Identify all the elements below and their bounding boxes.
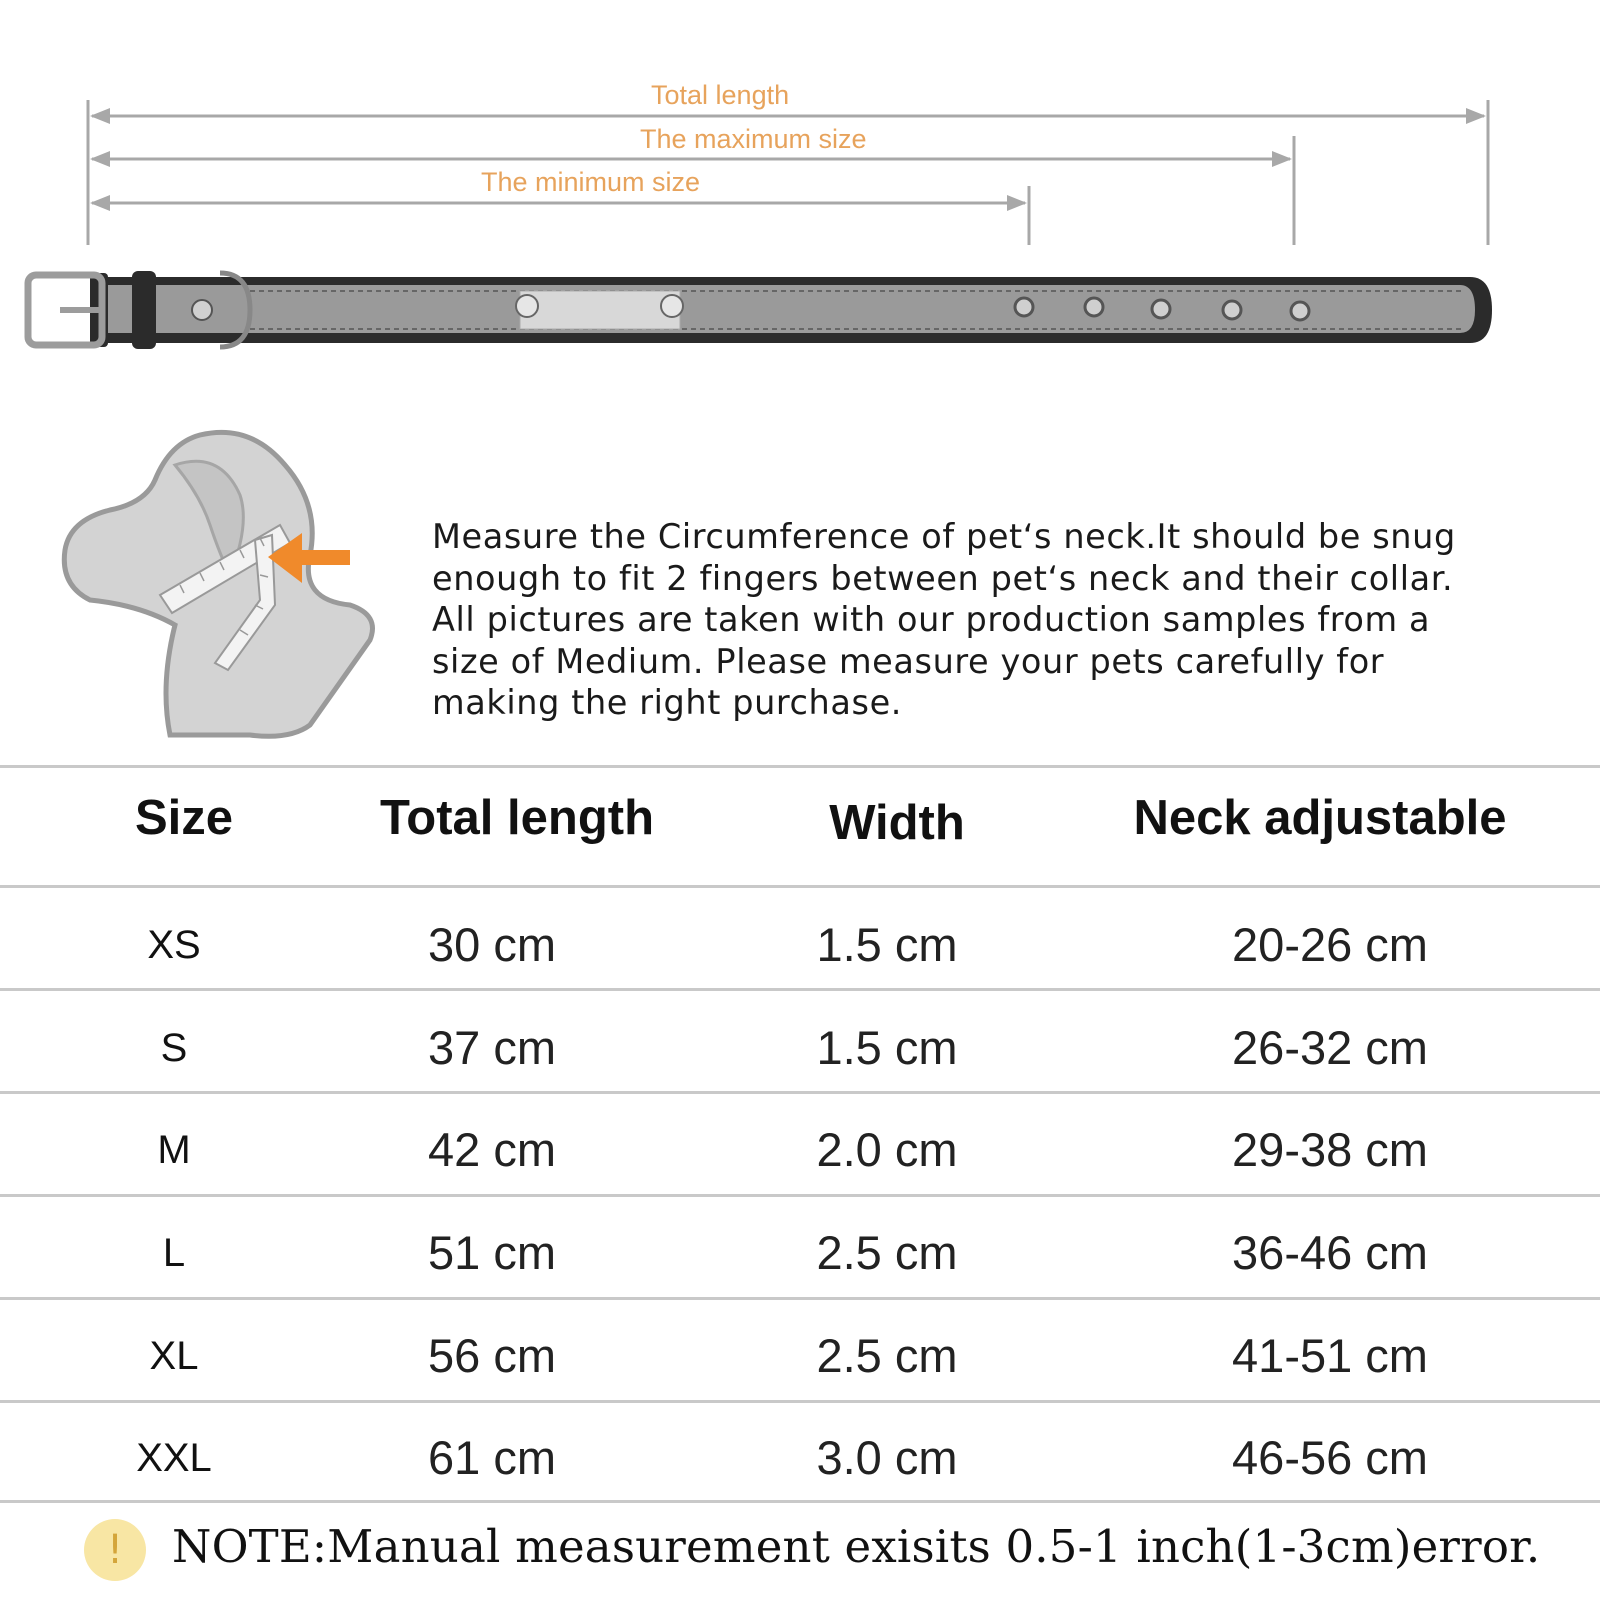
width-cell: 1.5 cm (816, 1021, 958, 1074)
width-cell: 2.5 cm (816, 1329, 958, 1382)
size-cell: L (162, 1231, 186, 1275)
total-length-label: Total length (651, 80, 790, 110)
header-total-length: Total length (380, 791, 654, 845)
measure-instructions (432, 516, 1562, 724)
row-divider (0, 988, 1600, 991)
size-cell: XL (149, 1334, 199, 1378)
neck-adjustable-cell: 29-38 cm (1232, 1123, 1428, 1176)
total-length-cell: 37 cm (428, 1021, 556, 1074)
width-cell: 2.5 cm (816, 1226, 958, 1279)
header-divider (0, 885, 1600, 888)
max-size-label: The maximum size (640, 124, 867, 154)
table-bottom-divider (0, 1500, 1600, 1503)
instruction-line: Measure the Circumference of pet‘s neck.It should be snug (432, 517, 1456, 556)
neck-adjustable-cell: 26-32 cm (1232, 1021, 1428, 1074)
size-cell: XXL (136, 1436, 212, 1480)
neck-adjustable-cell: 41-51 cm (1232, 1329, 1428, 1382)
row-divider (0, 1297, 1600, 1300)
instruction-line: size of Medium. Please measure your pets carefully for (432, 641, 1385, 681)
row-divider (0, 1194, 1600, 1197)
collar-image (0, 255, 1600, 365)
exclamation-icon: ! (84, 1519, 146, 1581)
instruction-line: enough to fit 2 fingers between pet‘s neck and their collar. (432, 558, 1454, 598)
header-width: Width (829, 796, 965, 850)
table-top-divider (0, 765, 1600, 768)
total-length-cell: 51 cm (428, 1226, 556, 1279)
instruction-line: All pictures are taken with our production samples from a (432, 600, 1431, 639)
neck-adjustable-cell: 20-26 cm (1232, 918, 1428, 971)
neck-adjustable-cell: 46-56 cm (1232, 1431, 1428, 1484)
total-length-cell: 42 cm (428, 1123, 556, 1176)
note-text: NOTE:Manual measurement exisits 0.5-1 inch(1-3cm)error. (172, 1520, 1541, 1573)
instruction-line: making the right purchase. (432, 683, 903, 722)
total-length-cell: 61 cm (428, 1431, 556, 1484)
width-cell: 1.5 cm (816, 918, 958, 971)
header-size: Size (134, 791, 234, 845)
size-cell: XS (147, 923, 201, 967)
min-size-label: The minimum size (481, 167, 701, 197)
size-cell: S (160, 1026, 188, 1070)
row-divider (0, 1400, 1600, 1403)
dimension-lines (0, 60, 1600, 250)
total-length-cell: 30 cm (428, 918, 556, 971)
row-divider (0, 1091, 1600, 1094)
total-length-cell: 56 cm (428, 1329, 556, 1382)
width-cell: 3.0 cm (816, 1431, 958, 1484)
neck-adjustable-cell: 36-46 cm (1232, 1226, 1428, 1279)
header-neck-adjustable: Neck adjustable (1133, 791, 1507, 845)
dog-measurement-illustration (50, 425, 380, 755)
width-cell: 2.0 cm (816, 1123, 958, 1176)
size-cell: M (157, 1128, 191, 1172)
